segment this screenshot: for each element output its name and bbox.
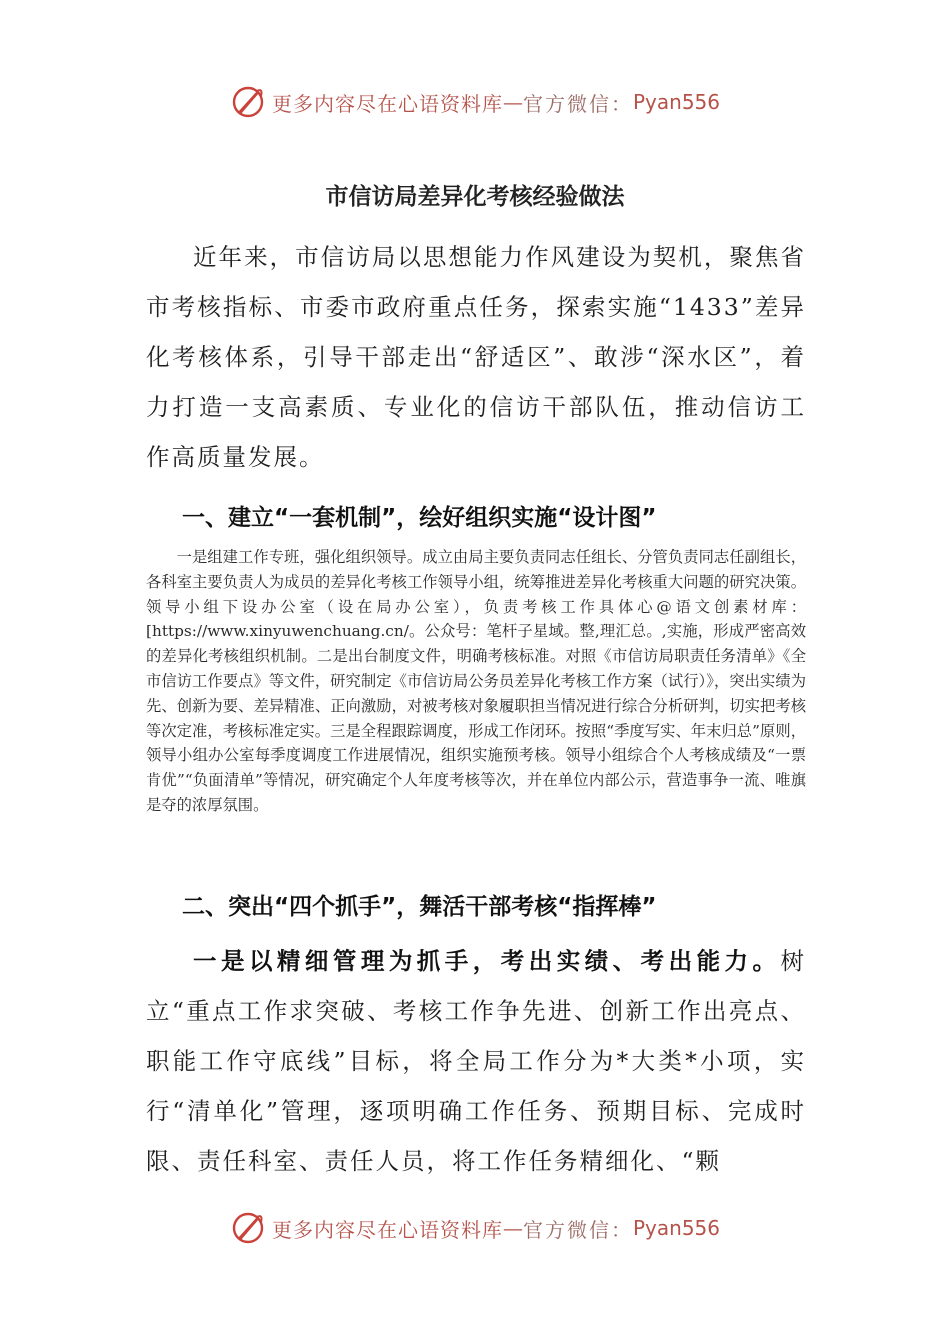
quill-logo-icon [230, 84, 266, 120]
banner-id: Pyan556 [632, 1216, 720, 1240]
section-2-paragraph [146, 936, 806, 1186]
banner-id: Pyan556 [632, 90, 720, 114]
section-1-paragraph: 一是组建工作专班，强化组织领导。成立由局主要负责同志任组长、分管负责同志任副组长，各科室主要负责人为成员的差异化考核工作领导小组，统筹推进差异化考核重大问题的研究决策。领导小组下设办公室（设在局办公室），负责考核工作具体心@语文创素材库：[https://www.xinyuwenchuang.cn/。公众号：笔杆子星域。整,理汇总。,实施，形成严密高效的差异化考核组织机制。二是出台制度文件，明确考核标准。对照《市信访局职责任务清单》《全市信访工作要点》等文件，研究制定《市信访局公务员差异化考核工作方案（试行）》，突出实绩为先、创新为要、差异精准、正向激励，对被考核对象履职担当情况进行综合分析研判，切实把考核等次定准，考核标准定实。三是全程跟踪调度，形成工作闭环。按照“季度写实、年末归总”原则，领导小组办公室每季度调度工作进展情况，组织实施预考核。领导小组综合个人考核成绩及“一票肯优”“负面清单”等情况，研究确定个人年度考核等次，并在单位内部公示，营造事争一流、唯旗是夺的浓厚氛围。 [146, 548, 806, 814]
header-banner [0, 82, 950, 122]
section-heading-1: 一、建立“一套机制”，绘好组织实施“设计图” [182, 505, 657, 531]
banner-separator: — [502, 1216, 523, 1240]
banner-label: 官方微信： [522, 1217, 633, 1242]
section-heading-2: 二、突出“四个抓手”，舞活干部考核“指挥棒” [182, 894, 657, 920]
section-2-body: 树立“重点工作求突破、考核工作争先进、创新工作出亮点、职能工作守底线”目标，将全局工作分为*大类*小项，实行“清单化”管理，逐项明确工作任务、预期目标、完成时限、责任科室、责任人员，将工作任务精细化、“颗 [146, 947, 806, 1175]
banner-text: 更多内容尽在心语资料库 [271, 91, 503, 116]
banner-separator: — [502, 90, 523, 114]
section-2-lead: 一是以精细管理为抓手，考出实绩、考出能力。 [193, 947, 781, 975]
banner-text: 更多内容尽在心语资料库 [271, 1217, 503, 1242]
intro-paragraph: 近年来，市信访局以思想能力作风建设为契机，聚焦省市考核指标、市委市政府重点任务，探索实施“1433”差异化考核体系，引导干部走出“舒适区”、敢涉“深水区”，着力打造一支高素质、专业化的信访干部队伍，推动信访工作高质量发展。 [146, 243, 806, 471]
quill-logo-icon [230, 1210, 266, 1246]
banner-label: 官方微信： [522, 91, 633, 116]
document-title: 市信访局差异化考核经验做法 [325, 184, 625, 210]
footer-banner [0, 1208, 950, 1248]
